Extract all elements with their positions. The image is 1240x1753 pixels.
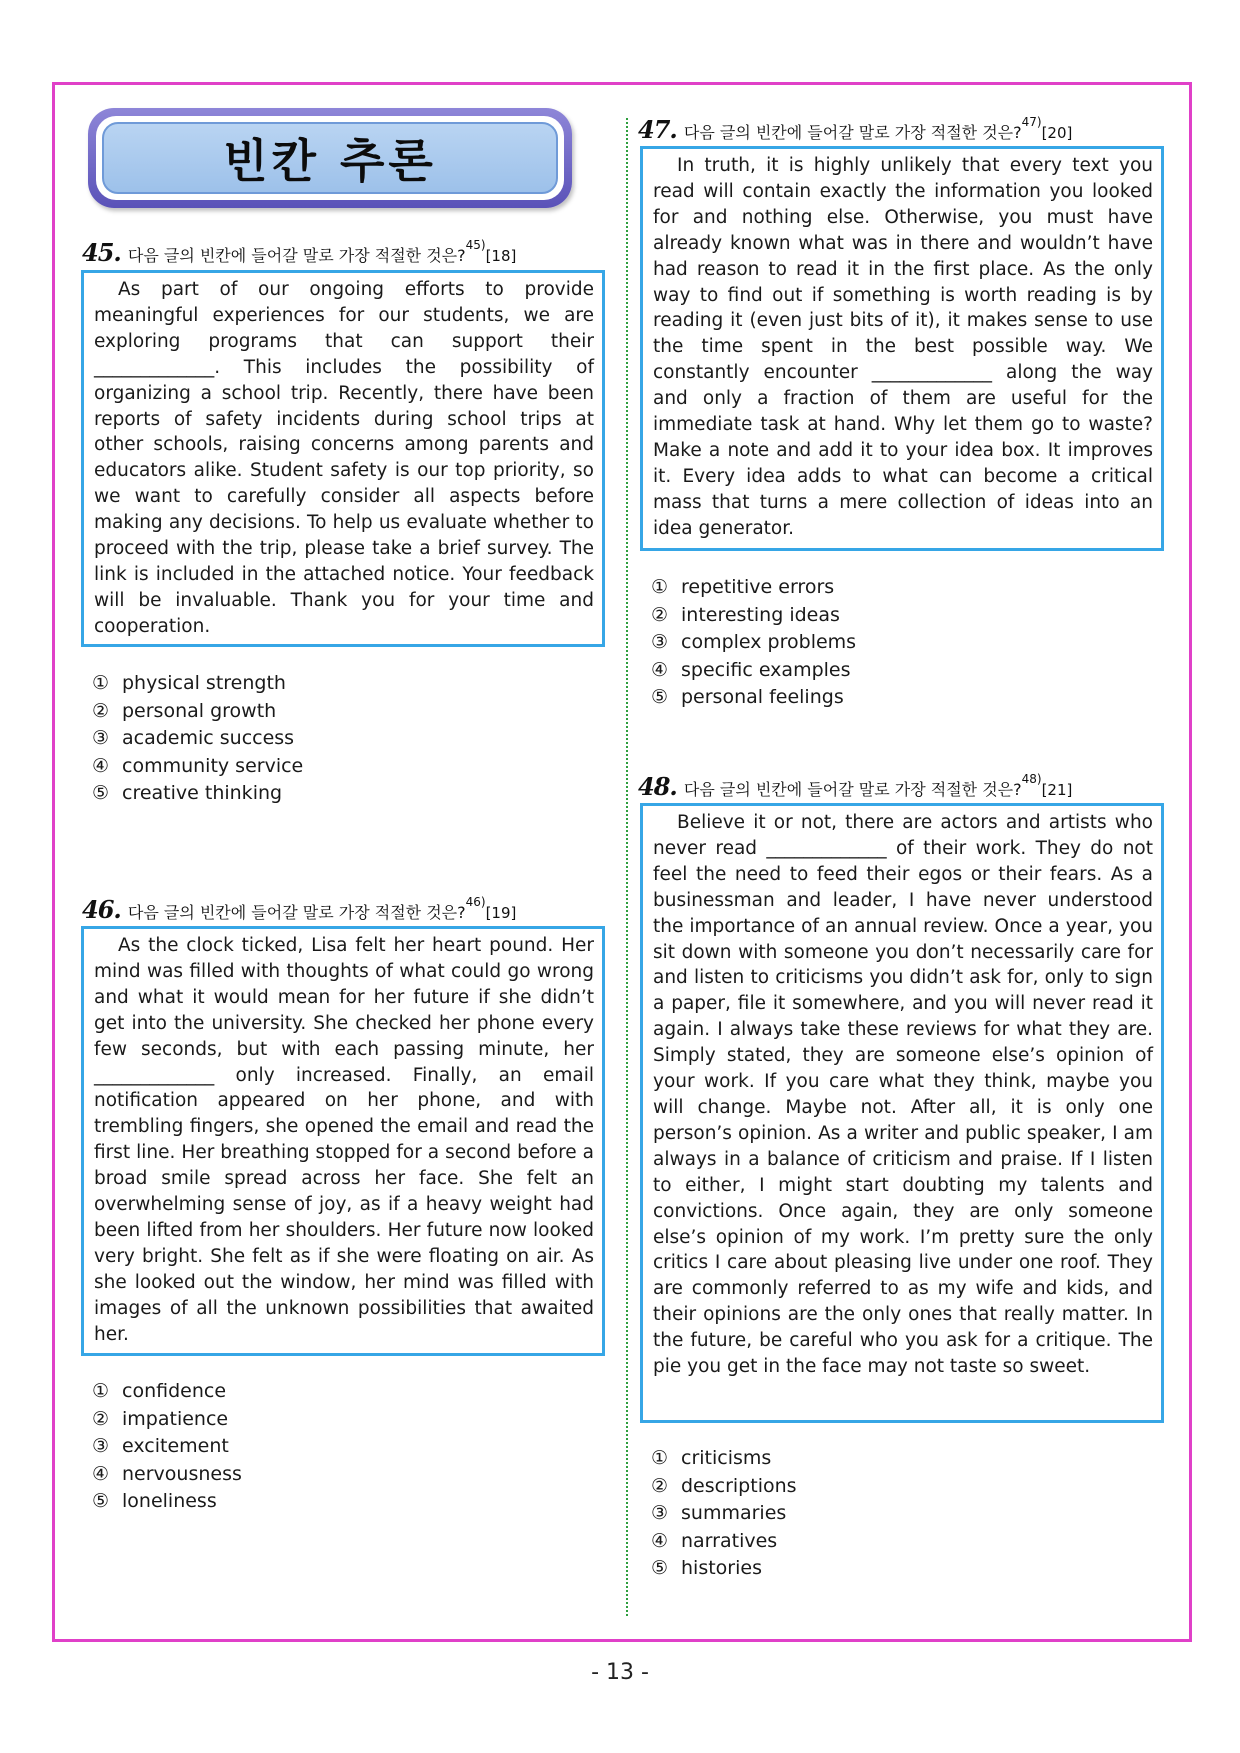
question-45-options bbox=[92, 670, 303, 808]
source-ref: 48) bbox=[1021, 772, 1042, 786]
question-48-options bbox=[651, 1445, 797, 1583]
answer-option[interactable]: ② interesting ideas bbox=[651, 603, 840, 626]
question-number: 47. bbox=[638, 115, 677, 144]
question-45-header bbox=[82, 238, 516, 267]
answer-option[interactable]: ③ excitement bbox=[92, 1435, 229, 1458]
question-number: 46. bbox=[82, 895, 121, 924]
question-48-header bbox=[638, 772, 1072, 801]
question-45-passage: As part of our ongoing efforts to provide meaningful experiences for our students, we are exploring programs that can support their _____________. This includes the possibility of organizing a school trip. Recently, there have been reports of safety incidents during school trips at other schools, raising concerns among parents and educators alike. Student safety is our top priority, so we want to carefully consider all aspects before making any decisions. To help us evaluate whether to proceed with the trip, please take a brief survey. The link is included in the attached notice. Your feedback will be invaluable. Thank you for your time and cooperation. bbox=[81, 270, 605, 647]
item-ref: [21] bbox=[1041, 781, 1073, 799]
answer-option[interactable]: ④ narratives bbox=[651, 1529, 778, 1552]
question-prompt: 다음 글의 빈칸에 들어갈 말로 가장 적절한 것은? bbox=[683, 123, 1022, 142]
answer-option[interactable]: ① physical strength bbox=[92, 672, 286, 694]
answer-option[interactable]: ① repetitive errors bbox=[651, 576, 835, 598]
item-ref: [18] bbox=[485, 247, 517, 265]
answer-option[interactable]: ② personal growth bbox=[92, 699, 277, 722]
answer-option[interactable]: ③ summaries bbox=[651, 1502, 787, 1525]
answer-option[interactable]: ⑤ personal feelings bbox=[651, 686, 844, 709]
section-title: 빈칸 추론 bbox=[223, 134, 437, 188]
answer-option[interactable]: ① criticisms bbox=[651, 1447, 772, 1469]
question-prompt: 다음 글의 빈칸에 들어갈 말로 가장 적절한 것은? bbox=[127, 246, 466, 265]
answer-option[interactable]: ④ specific examples bbox=[651, 658, 851, 681]
answer-option[interactable]: ⑤ creative thinking bbox=[92, 782, 283, 805]
answer-option[interactable]: ④ community service bbox=[92, 754, 304, 777]
answer-option[interactable]: ③ academic success bbox=[92, 727, 295, 750]
source-ref: 47) bbox=[1021, 115, 1042, 129]
question-46-passage: As the clock ticked, Lisa felt her heart pound. Her mind was filled with thoughts of what could go wrong and what it would mean for her future if she didn’t get into the university. She checked her phone every few seconds, but with each passing minute, her _____________ only increased. Finally, an email notification appeared on her phone, and with trembling fingers, she opened the email and read the first line. Her breathing stopped for a second before a broad smile spread across her face. She felt an overwhelming sense of joy, as if a heavy weight had been lifted from her shoulders. Her future now looked very bright. She felt as if she were floating on air. As she looked out the window, her mind was filled with images of all the unknown possibilities that awaited her. bbox=[81, 926, 605, 1356]
question-48-passage: Believe it or not, there are actors and artists who never read _____________ of their work. They do not feel the need to feed their egos or their fears. As a businessman and leader, I have never understood the importance of an annual review. Once a year, you sit down with someone you don’t necessarily care for and listen to criticisms you didn’t ask for, only to sign a paper, file it somewhere, and you will never read it again. I always take these reviews for what they are. Simply stated, they are someone else’s opinion of your work. If you care what they think, maybe you will change. Maybe not. After all, it is only one person’s opinion. As a writer and public speaker, I am always in a balance of criticism and praise. If I listen to either, I might start doubting my talents and convictions. Once again, they are only someone else’s opinion of my work. I’m pretty sure the only critics I care about pleasing live under one roof. They are commonly referred to as my wife and kids, and their opinions are the only ones that really matter. In the future, be careful who you ask for a critique. The pie you get in the face may not taste so sweet. bbox=[640, 803, 1164, 1423]
question-46-header bbox=[82, 895, 516, 924]
section-banner bbox=[88, 108, 572, 208]
question-prompt: 다음 글의 빈칸에 들어갈 말로 가장 적절한 것은? bbox=[127, 903, 466, 922]
answer-option[interactable]: ⑤ histories bbox=[651, 1557, 762, 1580]
source-ref: 45) bbox=[465, 238, 486, 252]
source-ref: 46) bbox=[465, 895, 486, 909]
item-ref: [20] bbox=[1041, 124, 1073, 142]
question-46-options bbox=[92, 1378, 242, 1516]
question-47-passage: In truth, it is highly unlikely that every text you read will contain exactly the information you looked for and nothing else. Otherwise, you must have already known what was in there and wouldn’t have had reason to read it in the first place. As the only way to find out if something is worth reading is by reading it (even just bits of it), it makes sense to use the time spent in the best possible way. We constantly encounter _____________ along the way and only a fraction of them are useful for the immediate task at hand. Why let them go to waste? Make a note and add it to your idea box. It improves it. Every idea adds to what can become a critical mass that turns a mere collection of ideas into an idea generator. bbox=[640, 146, 1164, 551]
answer-option[interactable]: ① confidence bbox=[92, 1380, 227, 1402]
column-divider bbox=[626, 118, 628, 1616]
answer-option[interactable]: ⑤ loneliness bbox=[92, 1490, 217, 1513]
question-47-header bbox=[638, 115, 1072, 144]
question-number: 48. bbox=[638, 772, 677, 801]
question-47-options bbox=[651, 574, 856, 712]
answer-option[interactable]: ③ complex problems bbox=[651, 631, 857, 654]
answer-option[interactable]: ② descriptions bbox=[651, 1474, 797, 1497]
question-prompt: 다음 글의 빈칸에 들어갈 말로 가장 적절한 것은? bbox=[683, 780, 1022, 799]
answer-option[interactable]: ② impatience bbox=[92, 1407, 229, 1430]
page-number: - 13 - bbox=[591, 1660, 649, 1685]
question-number: 45. bbox=[82, 238, 121, 267]
answer-option[interactable]: ④ nervousness bbox=[92, 1462, 242, 1485]
item-ref: [19] bbox=[485, 904, 517, 922]
